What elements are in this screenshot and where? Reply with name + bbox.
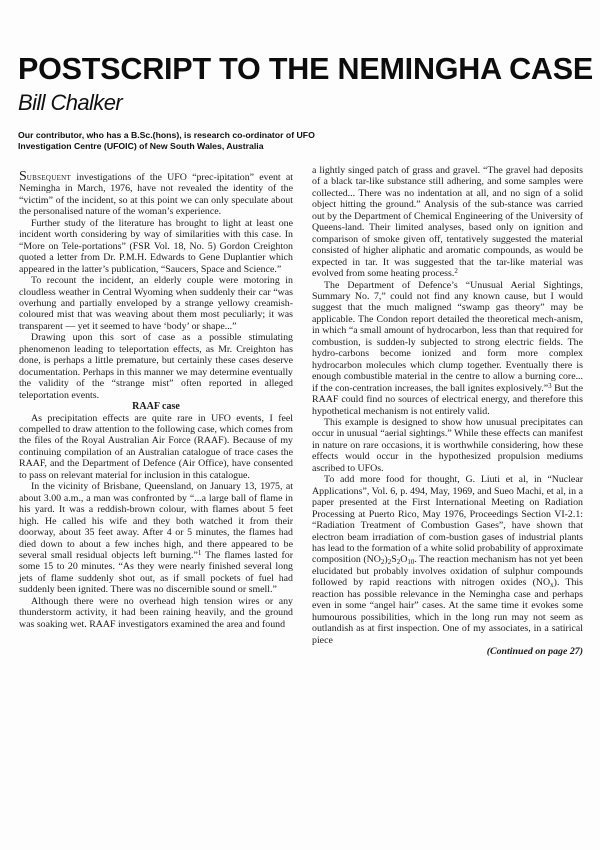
paragraph-1: Subsequent investigations of the UFO “prec-ipitation” event at Nemingha in March, 1976, have not revealed the identity of the “victim” of the incident, so at this point we can only speculate about the personalised nature of the woman’s experience. <box>19 169 293 218</box>
contributor-note <box>18 130 418 152</box>
paragraph-8: a lightly singed patch of grass and gravel. “The gravel had deposits of a black tar-like substance still adhering, and some samples were collected... There was no indentation at all, and no sign of a solid object hitting the ground.” Analysis of the sub-stance was carried out by the Department of Chemical Engineering of the University of Queens-land. Their limited analyses, based only on ignition and comparison of smoke given off, tentatively suggested the material consisted of higher aliphatic and aromatic compounds, as would be expected in tar. It was suggested that the tar-like material was evolved from some heating process.$^2$ <box>312 165 583 280</box>
paragraph-3: To recount the incident, an elderly couple were motoring in cloudless weather in Central Wyoming when suddenly their car “was overhung and partially enveloped by a strange yellowy creamish-coloured mist that was weaving about them most peculiarly; it was transparent — yet it seemed to have ‘body’ or shape...” <box>19 275 293 332</box>
paragraph-9: The Department of Defence’s “Unusual Aerial Sightings, Summary No. 7,” could not find any known cause, but I would suggest that the much maligned “swamp gas theory” may be applicable. The Condon report detailed the theoretical mech-anism, in which “a small amount of hydrocarbon, less than that required for combustion, is sudden-ly subjected to strong electric fields. The hydro-carbons become ionized and form more complex hydrocarbon molecules which clump together. Eventually there is enough combustible material in the centre to allow a burning core... if the con-centration increases, the ball ignites explosively.”$^3$ But the RAAF could find no sources of electrical energy, and therefore this hypothetical mechanism is not entirely valid. <box>312 279 583 417</box>
paragraph-6: In the vicinity of Brisbane, Queensland, on January 13, 1975, at about 3.00 a.m., a man was confronted by “...a large ball of flame in his yard. It was a reddish-brown colour, with flames about 5 feet high. He called his wife and they both watched it from their doorway, about 35 feet away. After 4 or 5 minutes, the flames had died down to about a few inches high, and there appeared to be several small residual objects left burning.”$^1$ The flames lasted for some 15 to 20 minutes. “As they were nearly finished several long jets of flame suddenly shot out, as if small pockets of fuel had suddenly been ignited. There was no discernible sound or smell.” <box>19 481 293 596</box>
continued-on-page-note: (Continued on page 27) <box>486 646 583 658</box>
contributor-note-line-2: Investigation Centre (UFOIC) of New South Wales, Australia <box>18 141 264 151</box>
author-byline: Bill Chalker <box>18 90 123 115</box>
footnote-ref-1: 1 <box>197 548 202 557</box>
right-column <box>312 165 583 657</box>
footnote-ref-3: 3 <box>548 381 552 390</box>
paragraph-2: Further study of the literature has brought to light at least one incident worth considering by way of similarities with this case. In “More on Tele-portations” (FSR Vol. 18, No. 5) Gordon Creighton quoted a letter from Dr. P.M.H. Edwards to Gene Duplantier which appeared in the latter’s publication, “Saucers, Space and Science.” <box>19 217 293 275</box>
paragraph-10: This example is designed to show how unusual precipitates can occur in unusual “aerial sightings.” While these effects can manifest in nature on rare occasions, it is worthwhile considering, how these effects would occur in the hypothesized propulsion mediums ascribed to UFOs. <box>312 416 583 474</box>
article-title: POSTSCRIPT TO THE NEMINGHA CASE <box>18 52 594 86</box>
footnote-ref-2: 2 <box>454 267 458 276</box>
paragraph-5: As precipitation effects are quite rare in UFO events, I feel compelled to draw attention to the following case, which comes from the files of the Royal Australian Air Force (RAAF). Because of my continuing compilation of an Australian catalogue of trace cases the RAAF, and the Department of Defence (Air Office), have consented to pass on relevant material for inclusion in this catalogue. <box>19 412 293 481</box>
paragraph-4: Drawing upon this sort of case as a possible stimulating phenomenon leading to teleportation effects, as Mr. Creighton has done, is perhaps a little premature, but certainly these cases deserve documentation. Perhaps in this manner we may determine eventually the validity of the “strange mist” often reported in alleged teleportation events. <box>19 332 293 401</box>
contributor-note-line-1: Our contributor, who has a B.Sc.(hons), is research co-ordinator of UFO <box>18 130 315 140</box>
left-column <box>19 169 293 630</box>
lead-in-word: ubsequent <box>26 172 72 183</box>
drop-cap: S <box>19 169 27 184</box>
paragraph-7: Although there were no overhead high tension wires or any thunderstorm activity, it had been raining heavily, and the ground was soaking wet. RAAF investigators examined the area and found <box>19 595 293 630</box>
paragraph-11: To add more food for thought, G. Liuti et al, in “Nuclear Applications”, Vol. 6, p. 494, May, 1969, and Sueo Machi, et al, in a paper presented at the First International Meeting on Radiation Processing at Puerto Rico, May 1976, Proceedings Section VI-2.1: “Radiation Treatment of Combustion Gases”, have shown that electron beam irradiation of com-bustion gases of industrial plants has lead to the formation of a white solid probability of approximate composition $(NO_2)_2S_2O_{10}$. The reaction mechanism has not yet been elucidated but probably involves oxidation of sulphur compounds followed by rapid reactions with nitrogen oxides $(NO_x)$. This reaction has possible relevance in the Nemingha case and perhaps even in some “angel hair” cases. At the same time it evokes some humourous possibilities, which in the long run may not seem as outlandish as at first inspection. One of my associates, in a satirical piece <box>312 474 583 646</box>
section-heading-raaf-case: RAAF case <box>132 401 180 413</box>
